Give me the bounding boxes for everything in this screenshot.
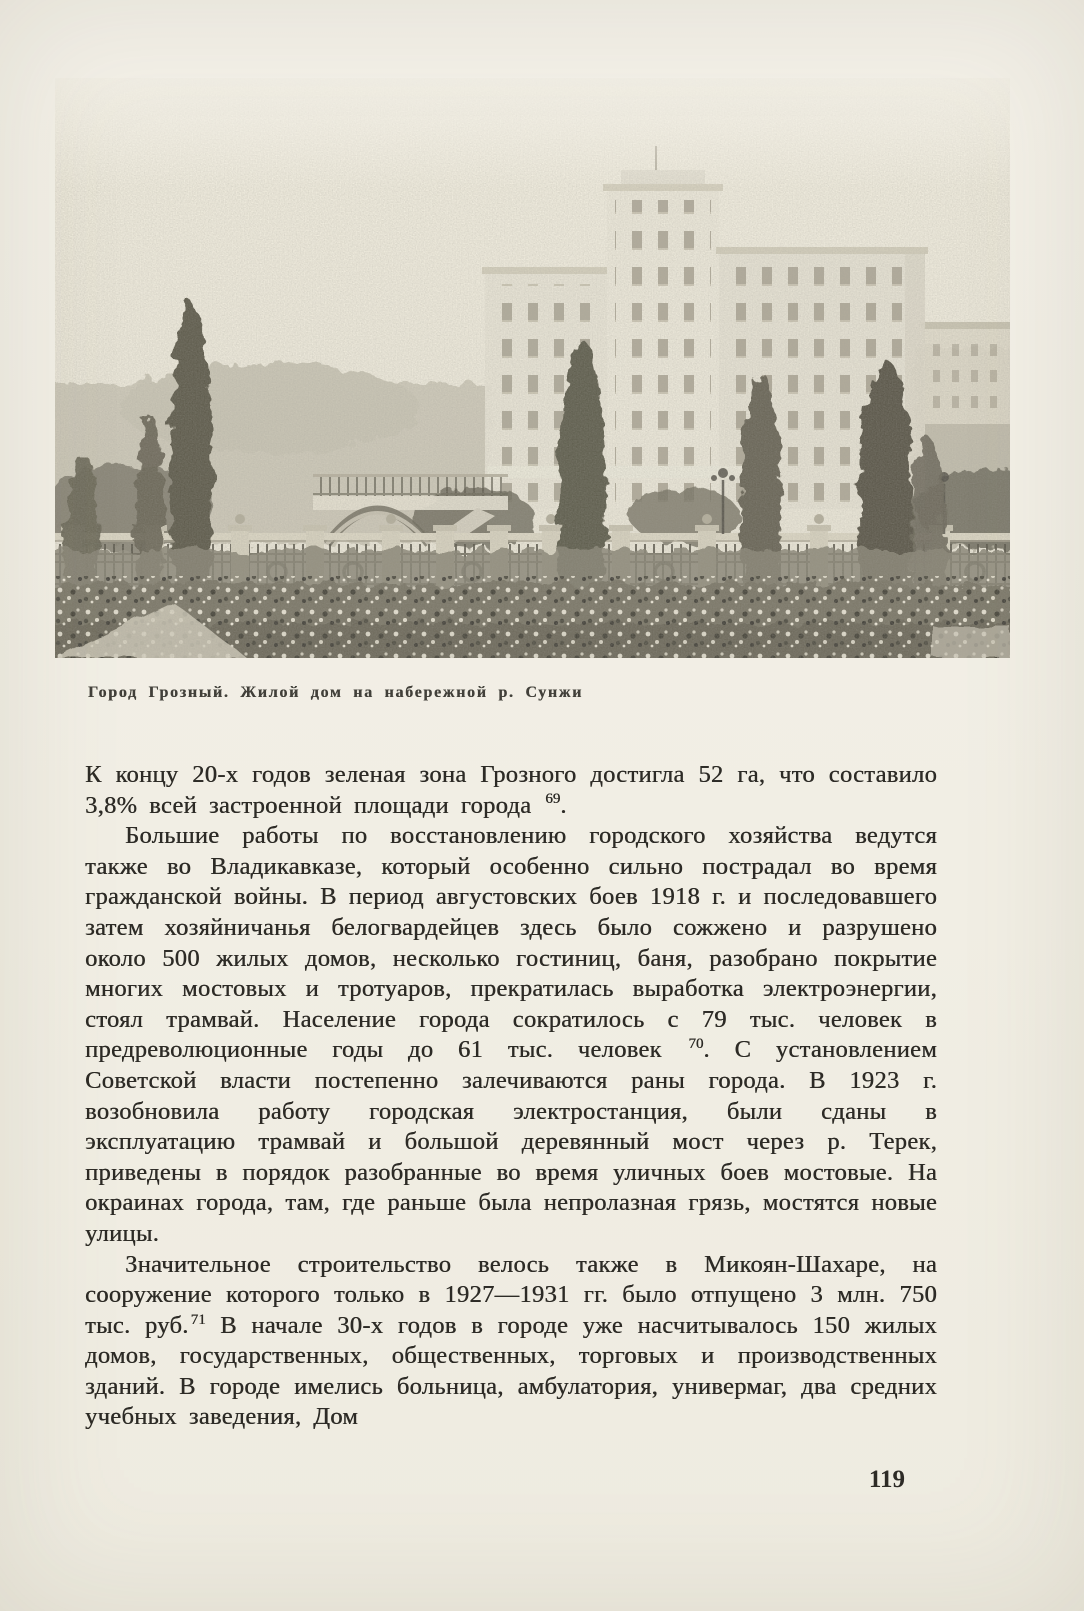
body-text [85,760,937,1433]
photo-caption: Город Грозный. Жилой дом на набережной р. Сунжи [88,684,584,701]
footnote-ref: 69 [545,791,561,808]
paragraph: Большие работы по восстановлению городского хозяйства ведутся также во Владикавказе, который особенно сильно пострадал во время гражданской войны. В период августовских боев 1918 г. и последовавшего затем хозяйничанья белогвардейцев здесь было сожжено и разрушено около 500 жилых домов, несколько гостиниц, баня, разобрано покрытие многих мостовых и тротуаров, прекратилась выработка электроэнергии, стоял трамвай. Население города сократилось с 79 тыс. человек в предреволюционные годы до 61 тыс. человек $^{70}$. С установлением Советской власти постепенно залечиваются раны города. В 1923 г. возобновила работу городская электростанция, были сданы в эксплуатацию трамвай и большой деревянный мост через р. Терек, приведены в порядок разобранные во время уличных боев мостовые. На окраинах города, там, где раньше была непролазная грязь, мостятся новые улицы. [85,822,937,1247]
footnote-ref: 71 [190,1311,206,1328]
footnote-ref: 70 [688,1036,704,1053]
photo-illustration [55,78,1010,658]
photo-figure [55,78,1010,658]
paragraph: Значительное строительство велось также в Микоян-Шахаре, на сооружение которого только в 1927—1931 гг. было отпущено 3 млн. 750 тыс. руб. $^{71}$ В начале 30-х годов в городе уже насчитывалось 150 жилых домов, государственных, общественных, торговых и производственных зданий. В городе имелись больница, амбулатория, универмаг, два средних учебных заведения, Дом [85,1250,938,1431]
page-number-value: 119 [868,1466,905,1493]
paragraph: К концу 20-х годов зеленая зона Грозного достигла 52 га, что составило 3,8% всей застроенной площади города $^{69}$. [85,761,937,819]
page-number [85,1466,937,1494]
